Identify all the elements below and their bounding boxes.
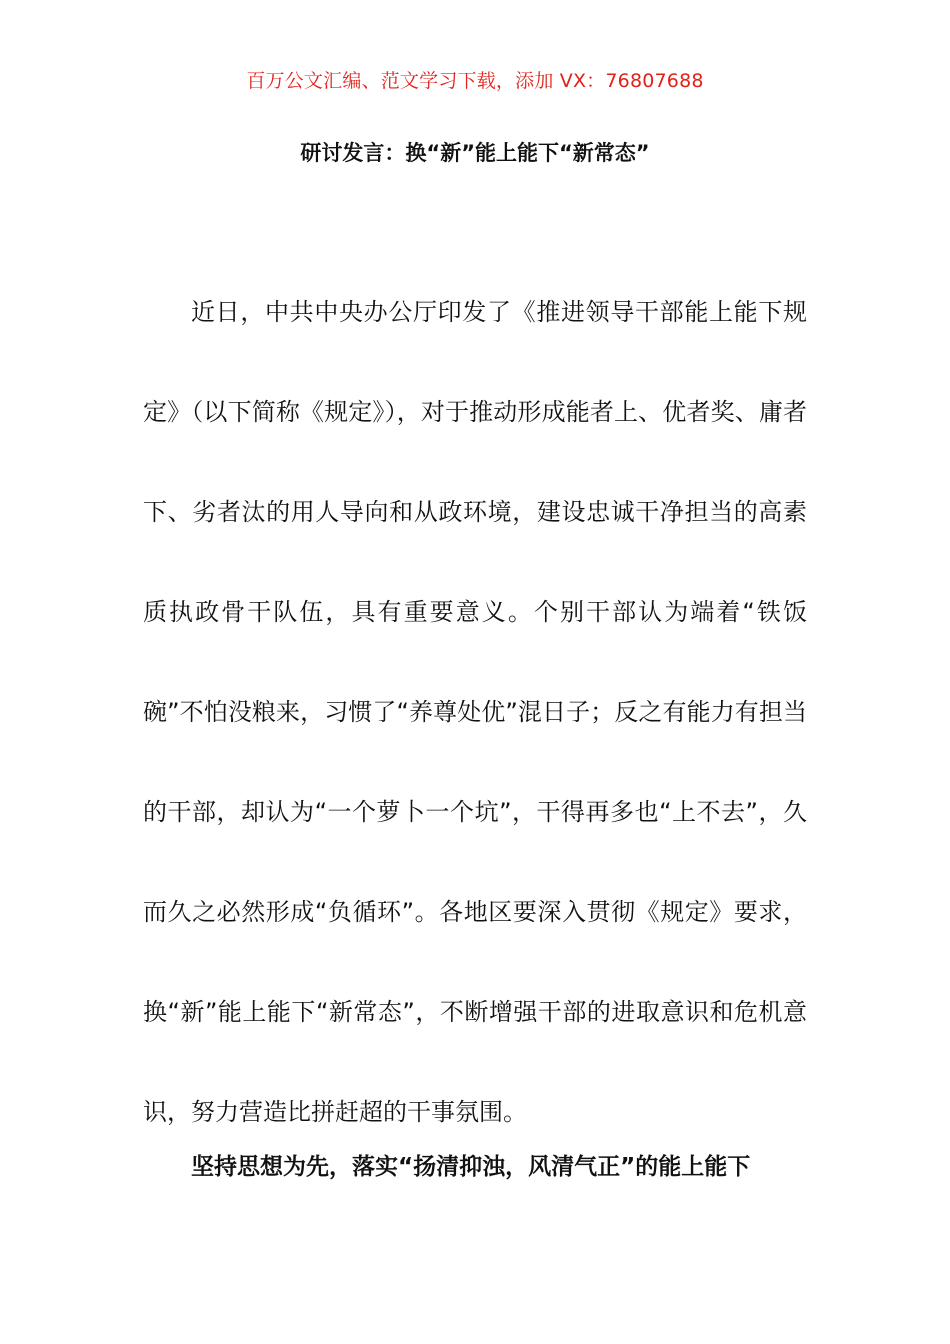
- header-watermark-note: 百万公文汇编、范文学习下载，添加 VX：76807688: [246, 70, 704, 92]
- section-heading: 坚持思想为先，落实“扬清抑浊，风清气正”的能上能下: [191, 1154, 751, 1180]
- body-paragraph: 近日，中共中央办公厅印发了《推进领导干部能上能下规定》（以下简称《规定》），对于推动形成能者上、优者奖、庸者下、劣者汰的用人导向和从政环境，建设忠诚干净担当的高素质执政骨干队伍，具有重要意义。个别干部认为端着“铁饭碗”不怕没粮来，习惯了“养尊处优”混日子；反之有能力有担当的干部，却认为“一个萝卜一个坑”，干得再多也“上不去”，久而久之必然形成“负循环”。各地区要深入贯彻《规定》要求，换“新”能上能下“新常态”，不断增强干部的进取意识和危机意识，努力营造比拼赶超的干事氛围。: [143, 298, 807, 1126]
- document-title: 研讨发言：换“新”能上能下“新常态”: [300, 141, 650, 165]
